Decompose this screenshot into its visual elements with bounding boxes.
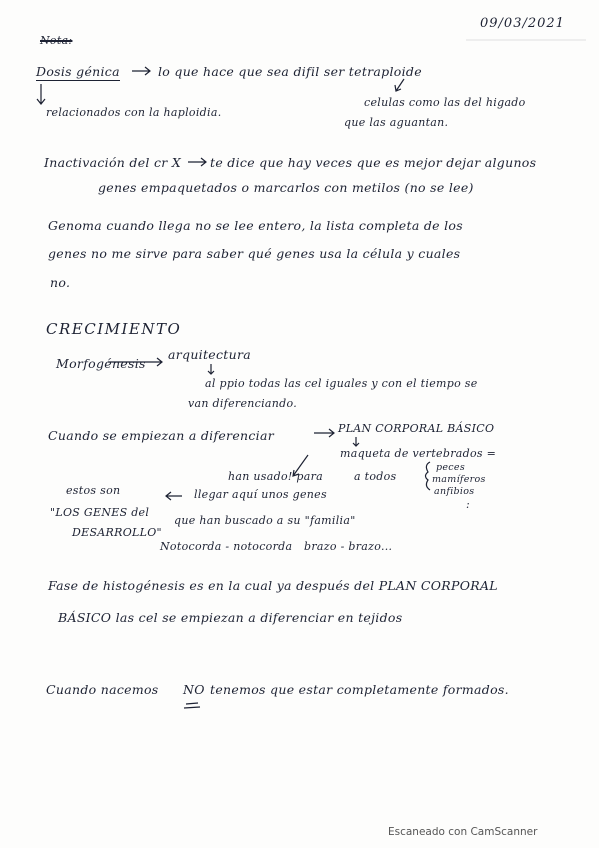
arrow-down-icon (395, 79, 404, 91)
anfibios-item: anfibios (434, 486, 475, 497)
familia-note: que han buscado a su "familia" (174, 514, 356, 527)
llegar-aqui-note: llegar aquí unos genes (194, 488, 327, 501)
fase-line-1: Fase de histogénesis es en la cual ya después del PLAN CORPORAL (48, 578, 498, 593)
aguantan-note: que las aguantan. (344, 116, 449, 129)
dosis-text: lo que hace que sea difil ser tetraploide (158, 64, 422, 79)
brazo-example: brazo - brazo... (304, 540, 393, 553)
arrow-down-icon (208, 364, 214, 374)
genes-desarrollo-1: "LOS GENES del (50, 506, 150, 519)
underline-mark (186, 703, 198, 704)
underline-mark (184, 707, 200, 708)
genoma-line-1: Genoma cuando llega no se lee entero, la lista completa de los (48, 218, 463, 233)
arrow-right-icon (132, 67, 150, 75)
celulas-note: celulas como las del higado (364, 96, 526, 109)
peces-item: peces (436, 462, 466, 473)
genoma-line-3: no. (50, 275, 71, 290)
genoma-line-2: genes no me sirve para saber qué genes usa la célula y cuales (48, 246, 461, 261)
arrow-down-icon (37, 84, 45, 104)
cuando-empiezan-text: Cuando se empiezan a diferenciar (48, 428, 275, 443)
han-usado-note: han usado! para (228, 470, 324, 483)
inactivacion-text: te dice que hay veces que es mejor dejar algunos (210, 155, 537, 170)
nacemos-text-a: Cuando nacemos (46, 682, 159, 697)
date: 09/03/2021 (480, 16, 565, 31)
inactivacion-text-2: genes empaquetados o marcarlos con metilos (no se lee) (98, 180, 474, 195)
arrow-down-icon (353, 437, 359, 446)
mamiferos-item: mamíferos (432, 474, 486, 485)
fase-line-2: BÁSICO las cel se empiezan a diferenciar en tejidos (58, 610, 403, 625)
al-ppio-note: al ppio todas las cel iguales y con el tiempo se (205, 377, 478, 390)
arrow-left-icon (166, 492, 182, 500)
maqueta-note: maqueta de vertebrados = (340, 447, 497, 460)
arquitectura-label: arquitectura (168, 347, 252, 362)
genes-desarrollo-2: DESARROLLO" (72, 526, 162, 539)
list-continues-dots: : (466, 498, 471, 511)
a-todos-note: a todos (354, 470, 397, 483)
arrow-right-icon (314, 429, 334, 437)
section-heading-crecimiento: CRECIMIENTO (46, 320, 182, 338)
scanner-watermark: Escaneado con CamScanner (388, 826, 538, 838)
brace-icon (426, 462, 431, 490)
estos-son-note: estos son (66, 484, 121, 497)
plan-corporal-label: PLAN CORPORAL BÁSICO (338, 422, 495, 435)
notocorda-example: Notocorda - notocorda (160, 540, 293, 553)
dosis-label: Dosis génica (36, 64, 120, 79)
inactivacion-label: Inactivación del cr X (44, 155, 182, 170)
arrow-right-icon (188, 158, 206, 166)
van-diferenciando-note: van diferenciando. (188, 397, 298, 410)
nacemos-no: NO (183, 682, 205, 697)
morfogenesis-label: Morfogénesis (56, 356, 146, 371)
nacemos-text-b: tenemos que estar completamente formados. (210, 682, 509, 697)
scratched-heading: Nota: (40, 34, 73, 47)
relacionados-note: relacionados con la haploidia. (46, 106, 222, 119)
